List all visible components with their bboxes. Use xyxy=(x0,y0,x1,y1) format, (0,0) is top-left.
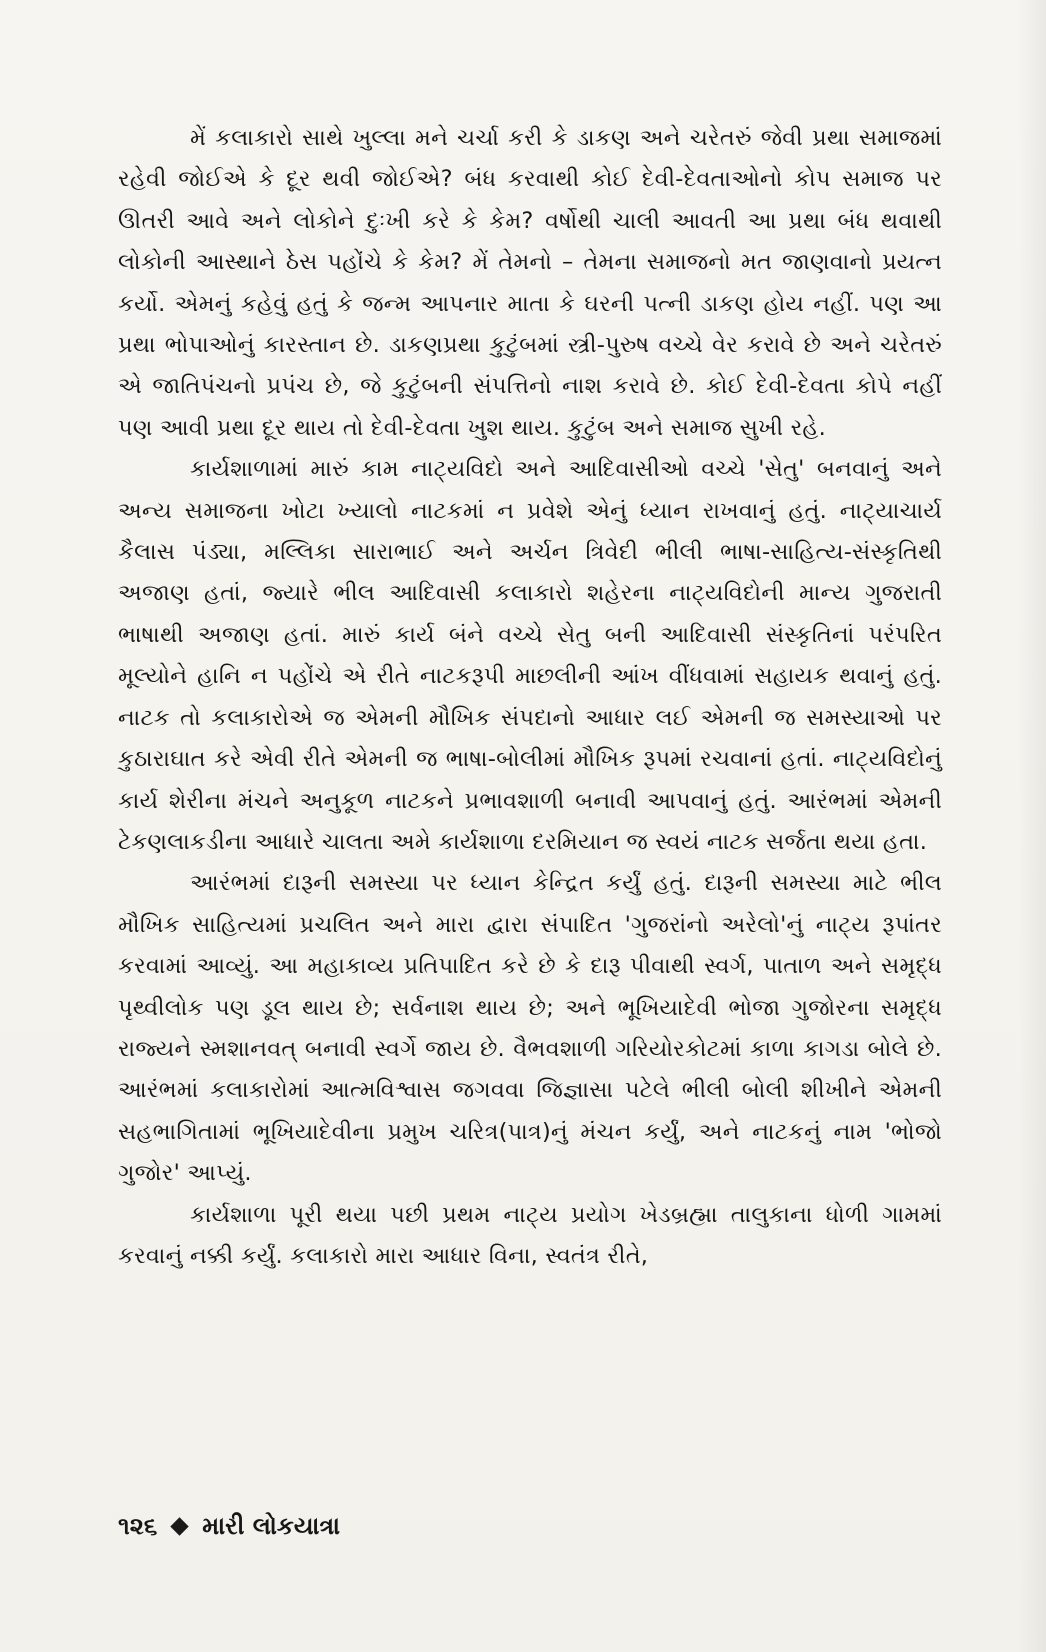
page-number: ૧૨૬ xyxy=(118,1512,158,1540)
paragraph-4: કાર્યશાળા પૂરી થયા પછી પ્રથમ નાટ્ય પ્રયોગ ખેડબ્રહ્મા તાલુકાના ધોળી ગામમાં કરવાનું નક્કી કર્યું. કલાકારો મારા આધાર વિના, સ્વતંત્ર રીતે, xyxy=(118,1201,942,1269)
paragraph-3: આરંભમાં દારૂની સમસ્યા પર ધ્યાન કેન્દ્રિત કર્યું હતું. દારૂની સમસ્યા માટે ભીલ મૌખિક સાહિત્યમાં પ્રચલિત અને મારા દ્વારા સંપાદિત 'ગુજરાંનો અરેલો'નું નાટ્ય રૂપાંતર કરવામાં આવ્યું. આ મહાકાવ્ય પ્રતિપાદિત કરે છે કે દારૂ પીવાથી સ્વર્ગ, પાતાળ અને સમૃદ્ધ પૃથ્વીલોક પણ ડૂલ થાય છે; સર્વનાશ થાય છે; અને ભૂખિયાદેવી ભોજા ગુજોરના સમૃદ્ધ રાજ્યને સ્મશાનવત્ બનાવી સ્વર્ગે જાય છે. વૈભવશાળી ગરિયોરકોટમાં કાળા કાગડા બોલે છે. આરંભમાં કલાકારોમાં આત્મવિશ્વાસ જગવવા જિજ્ઞાસા પટેલે ભીલી બોલી શીખીને એમની સહભાગિતામાં ભૂખિયાદેવીના પ્રમુખ ચરિત્ર(પાત્ર)નું મંચન કર્યું, અને નાટકનું નામ 'ભોજો ગુજોર' આપ્યું. xyxy=(118,870,942,1187)
paragraph-1: મેં કલાકારો સાથે ખુલ્લા મને ચર્ચા કરી કે ડાકણ અને ચરેતરું જેવી પ્રથા સમાજમાં રહેવી જોઈએ કે દૂર થવી જોઈએ? બંધ કરવાથી કોઈ દેવી-દેવતાઓનો કોપ સમાજ પર ઊતરી આવે અને લોકોને દુઃખી કરે કે કેમ? વર્ષોથી ચાલી આવતી આ પ્રથા બંધ થવાથી લોકોની આસ્થાને ઠેસ પહોંચે કે કેમ? મેં તેમનો – તેમના સમાજનો મત જાણવાનો પ્રયત્ન કર્યો. એમનું કહેવું હતું કે જન્મ આપનાર માતા કે ઘરની પત્ની ડાકણ હોય નહીં. પણ આ પ્રથા ભોપાઓનું કારસ્તાન છે. ડાકણપ્રથા કુટુંબમાં સ્ત્રી-પુરુષ વચ્ચે વેર કરાવે છે અને ચરેતરું એ જાતિપંચનો પ્રપંચ છે, જે કુટુંબની સંપત્તિનો નાશ કરાવે છે. કોઈ દેવી-દેવતા કોપે નહીં પણ આવી પ્રથા દૂર થાય તો દેવી-દેવતા ખુશ થાય. કુટુંબ અને સમાજ સુખી રહે. xyxy=(118,125,942,441)
paragraph-2: કાર્યશાળામાં મારું કામ નાટ્યવિદો અને આદિવાસીઓ વચ્ચે 'સેતુ' બનવાનું અને અન્ય સમાજના ખોટા ખ્યાલો નાટકમાં ન પ્રવેશે એનું ધ્યાન રાખવાનું હતું. નાટ્યાચાર્ય કૈલાસ પંડ્યા, મલ્લિકા સારાભાઈ અને અર્ચન ત્રિવેદી ભીલી ભાષા-સાહિત્ય-સંસ્કૃતિથી અજાણ હતાં, જ્યારે ભીલ આદિવાસી કલાકારો શહેરના નાટ્યવિદોની માન્ય ગુજરાતી ભાષાથી અજાણ હતાં. મારું કાર્ય બંને વચ્ચે સેતુ બની આદિવાસી સંસ્કૃતિનાં પરંપરિત મૂલ્યોને હાનિ ન પહોંચે એ રીતે નાટકરૂપી માછલીની આંખ વીંધવામાં સહાયક થવાનું હતું. નાટક તો કલાકારોએ જ એમની મૌખિક સંપદાનો આધાર લઈ એમની જ સમસ્યાઓ પર કુઠારાઘાત કરે એવી રીતે એમની જ ભાષા-બોલીમાં મૌખિક રૂપમાં રચવાનાં હતાં. નાટ્યવિદોનું કાર્ય શેરીના મંચને અનુકૂળ નાટકને પ્રભાવશાળી બનાવી આપવાનું હતું. આરંભમાં એમની ટેકણલાકડીના આધારે ચાલતા અમે કાર્યશાળા દરમિયાન જ સ્વયં નાટક સર્જતા થયા હતા. xyxy=(118,456,942,855)
body-text xyxy=(118,118,942,1277)
page-footer xyxy=(118,1508,340,1544)
running-book-title: મારી લોકયાત્રા xyxy=(202,1512,341,1540)
diamond-bullet-icon xyxy=(171,1517,189,1535)
